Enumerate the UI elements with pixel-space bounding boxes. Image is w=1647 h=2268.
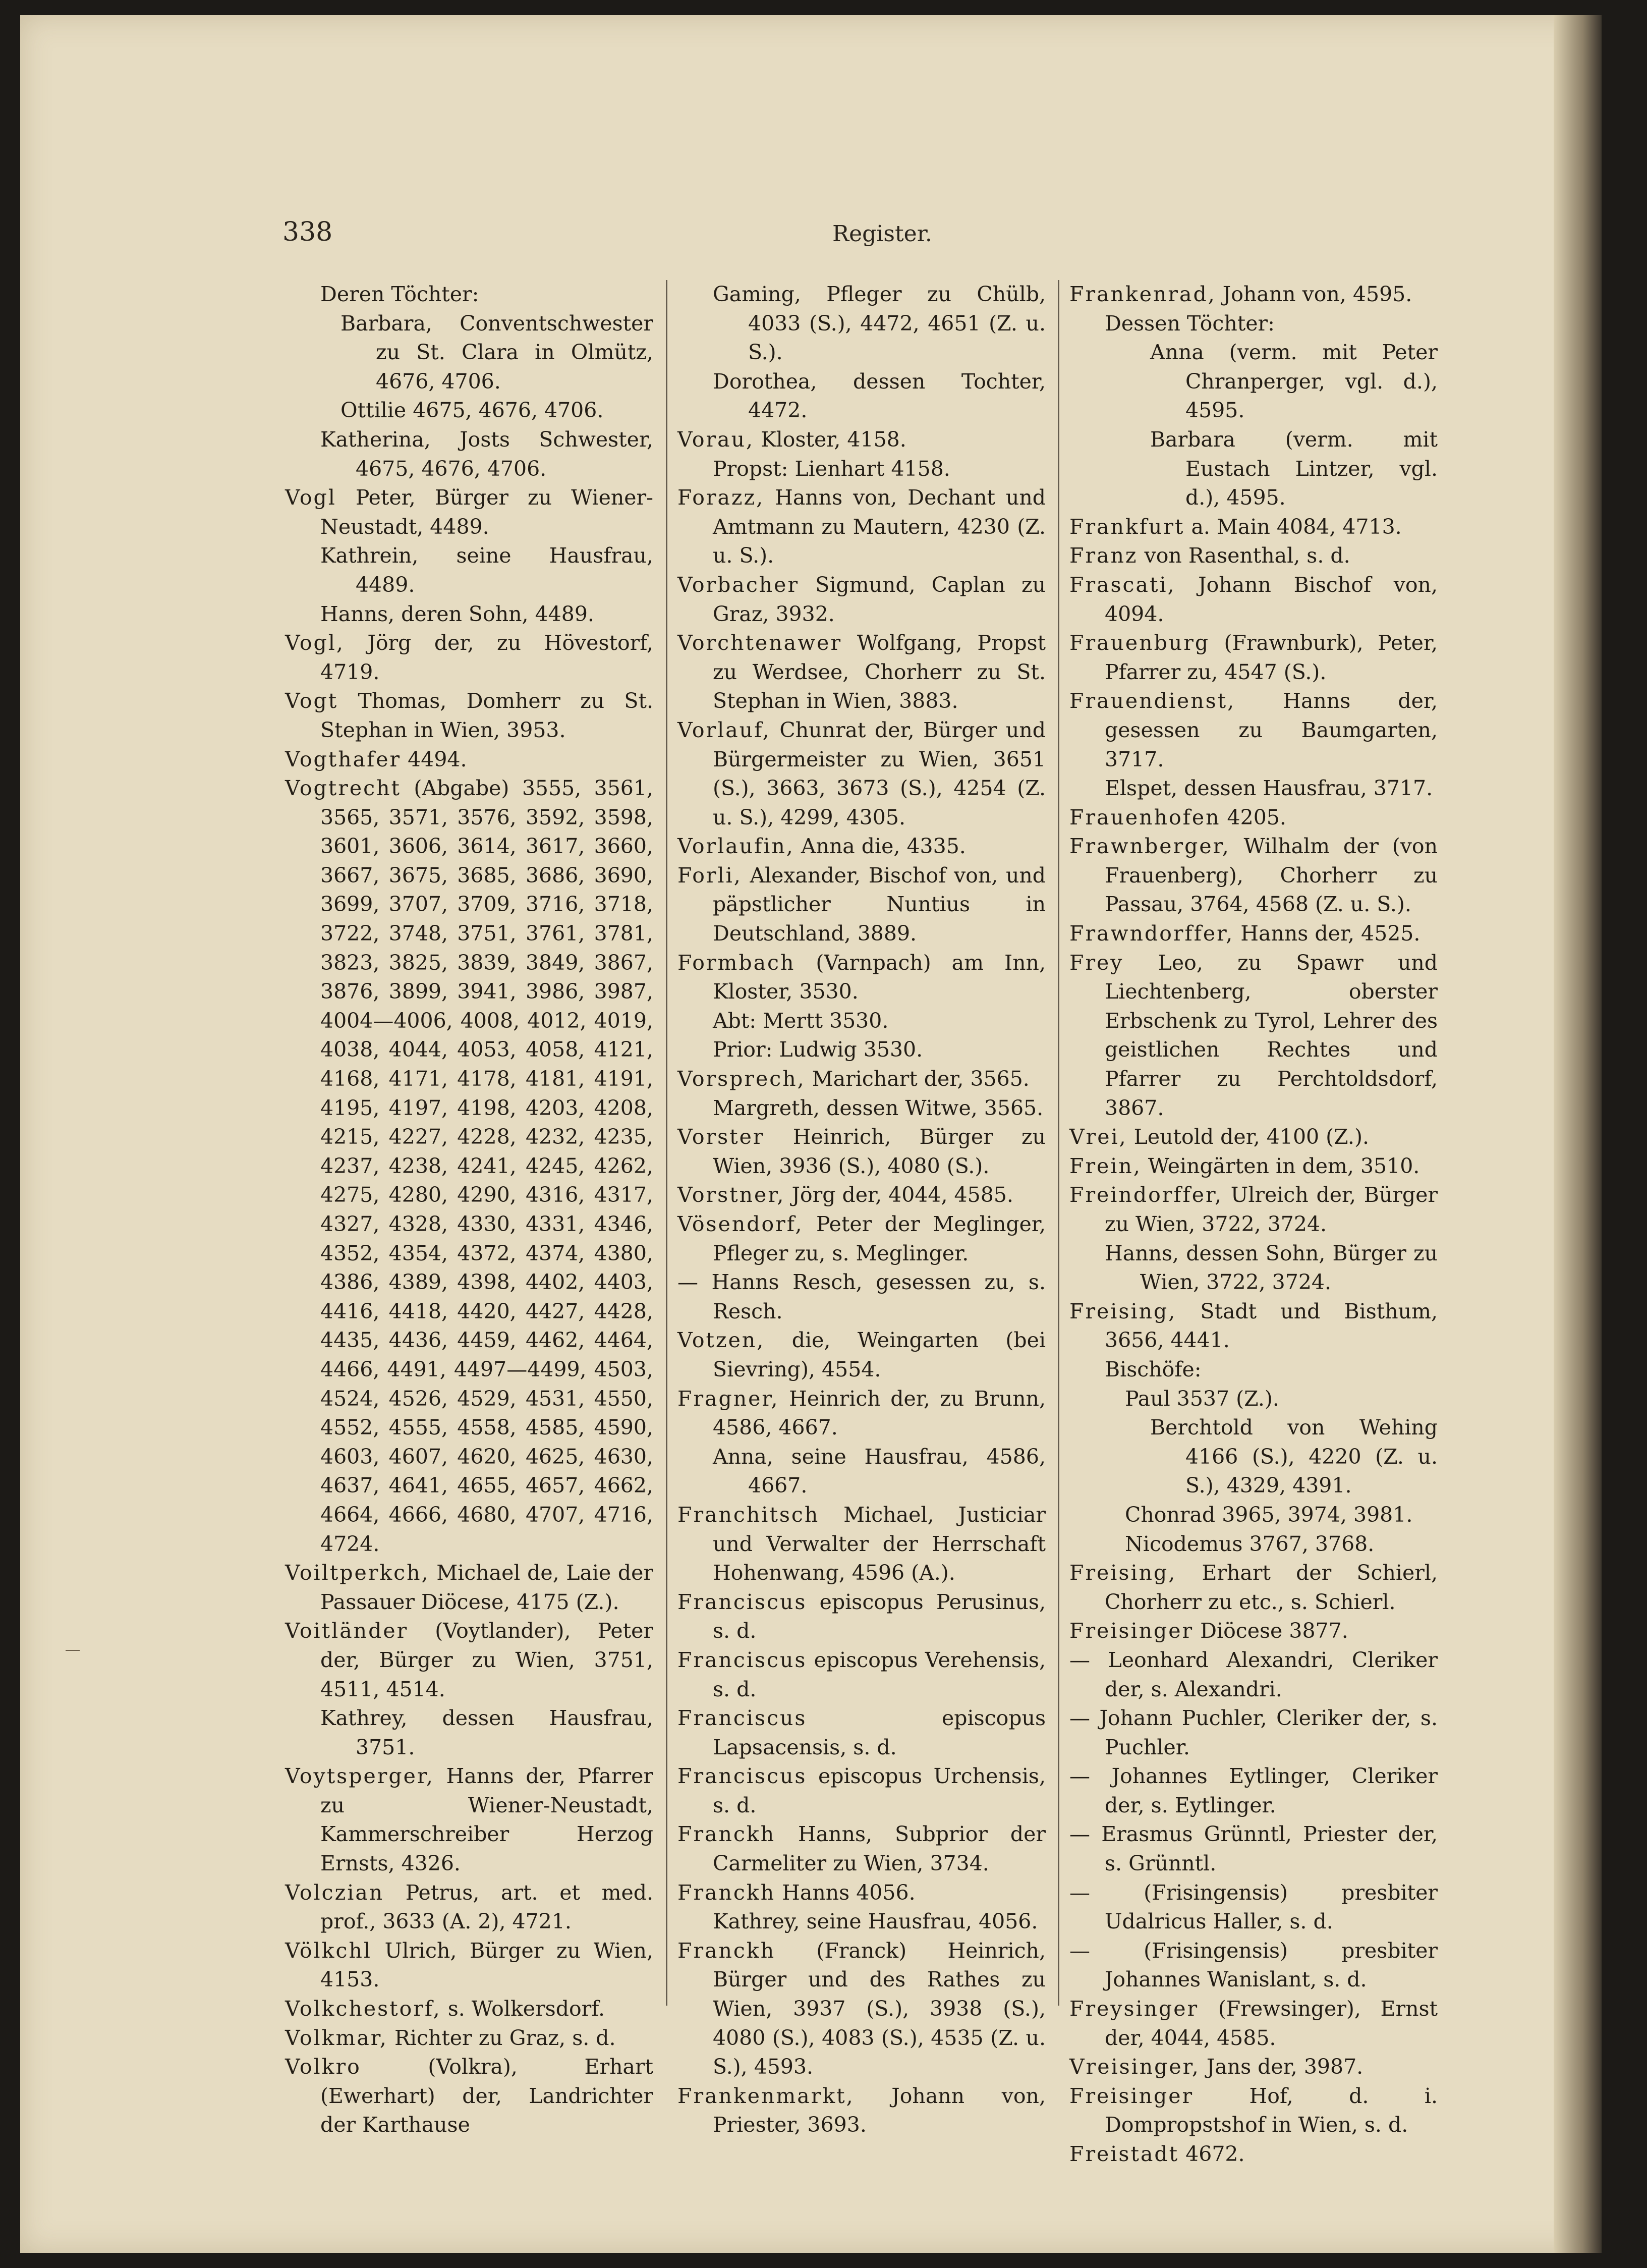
index-entry [677,280,1046,367]
entry-headword: Vorstner, [677,1183,785,1207]
index-entry [285,2024,653,2053]
entry-headword: Freising, [1069,1299,1177,1323]
index-entry [677,1065,1046,1094]
index-entry [285,1617,653,1704]
index-entry [677,629,1046,716]
page-header [20,217,1602,252]
index-entry [1069,919,1438,949]
index-entry [1069,1995,1438,2053]
book-spine [1554,15,1602,2253]
entry-headword: Freindorffer, [1069,1183,1223,1207]
entry-text: — Hanns Resch, gesessen zu, s. Resch. [677,1270,1046,1323]
index-entry [285,541,653,599]
entry-text: Petrus, art. et med. prof., 3633 (A. 2), 4721. [320,1880,653,1934]
index-entry [677,1007,1046,1036]
entry-text: Sigmund, Caplan zu Graz, 3932. [713,572,1046,626]
entry-text: — (Frisingensis) presbiter Johannes Wanislant, s. d. [1069,1938,1438,1992]
entry-text: 4494. [401,747,467,771]
index-entry [1069,1937,1438,1995]
entry-headword: Frascati, [1069,572,1176,597]
entry-text: (Abgabe) 3555, 3561, 3565, 3571, 3576, 3592, 3598, 3601, 3606, 3614, 3617, 3660, 3667, 3675, 3685, 3686, 3690, 3699, 3707, 3709, 3716, 3718, 3722, 3748, 3751, 3761, 3781, 3823, 3825, 3839, 3849, 3867, 3876, 3899, 3941, 3986, 3987, 4004—4006, 4008, 4012, 4019, 4038, 4044, 4053, 4058, 4121, 4168, 4171, 4178, 4181, 4191, 4195, 4197, 4198, 4203, 4208, 4215, 4227, 4228, 4232, 4235, 4237, 4238, 4241, 4245, 4262, 4275, 4280, 4290, 4316, 4317, 4327, 4328, 4330, 4331, 4346, 4352, 4354, 4372, 4374, 4380, 4386, 4389, 4398, 4402, 4403, 4416, 4418, 4420, 4427, 4428, 4435, 4436, 4459, 4462, 4464, 4466, 4491, 4497—4499, 4503, 4524, 4526, 4529, 4531, 4550, 4552, 4555, 4558, 4585, 4590, 4603, 4607, 4620, 4625, 4630, 4637, 4641, 4655, 4657, 4662, 4664, 4666, 4680, 4707, 4716, 4724. [320,776,653,1556]
entry-text: die, Weingarten (bei Sievring), 4554. [713,1328,1046,1381]
index-entry [677,1704,1046,1762]
index-column-1 [285,280,653,2140]
entry-text: Wolfgang, Propst zu Werdsee, Chorherr zu St. Stephan in Wien, 3883. [713,631,1046,713]
entry-text: Jörg der, 4044, 4585. [785,1183,1013,1207]
entry-text: Abt: Mertt 3530. [713,1008,889,1033]
index-entry [1069,629,1438,687]
index-entry [285,1762,653,1878]
index-entry [677,1820,1046,1878]
entry-headword: Vorster [677,1125,765,1149]
entry-headword: Votzen, [677,1328,765,1353]
entry-text: Leutold der, 4100 (Z.). [1127,1125,1369,1149]
entry-headword: Frawndorffer, [1069,921,1234,946]
index-entry [1069,803,1438,833]
entry-headword: Volczian [285,1880,384,1905]
entry-text: Paul 3537 (Z.). [1125,1386,1279,1411]
index-entry [677,1907,1046,1937]
entry-headword: Voiltperkch, [285,1561,430,1585]
index-entry [1069,1646,1438,1704]
entry-headword: Vogl [285,485,336,510]
entry-text: Hof, d. i. Dompropstshof in Wien, s. d. [1105,2083,1438,2137]
entry-headword: Freisinger [1069,1619,1194,1643]
entry-text: episcopus Urchensis, s. d. [713,1764,1046,1817]
index-entry [1069,425,1438,513]
index-entry [677,716,1046,832]
entry-headword: Frauenburg [1069,631,1210,655]
entry-text: Ulreich der, Bürger zu Wien, 3722, 3724. [1105,1183,1438,1236]
index-entry [285,1704,653,1762]
entry-text: episcopus Perusinus, s. d. [713,1589,1046,1643]
index-entry [677,1762,1046,1820]
index-entry [677,949,1046,1007]
index-entry [677,1268,1046,1326]
entry-text: Hanns der, 4525. [1234,921,1421,946]
entry-headword: Vreisinger, [1069,2055,1200,2079]
index-entry [677,571,1046,629]
entry-text: Marichart der, 3565. [805,1067,1030,1091]
index-entry [677,2082,1046,2140]
entry-headword: Fragner, [677,1386,779,1411]
index-entry [1069,949,1438,1123]
index-entry [1069,687,1438,774]
index-entry [677,425,1046,455]
index-entry [677,1588,1046,1646]
entry-text: Hanns der, Pfarrer zu Wiener-Neustadt, Kammerschreiber Herzog Ernsts, 4326. [320,1764,653,1876]
entry-headword: Vogtrecht [285,776,401,801]
entry-text: Prior: Ludwig 3530. [713,1037,923,1062]
index-entry [285,629,653,687]
entry-text: Anna die, 4335. [794,834,966,859]
entry-headword: Freistadt [1069,2142,1179,2166]
entry-text: Michael de, Laie der Passauer Diöcese, 4175 (Z.). [320,1561,653,1614]
entry-text: Dessen Töchter: [1105,311,1275,336]
entry-text: — Johannes Eytlinger, Cleriker der, s. Eytlinger. [1069,1764,1438,1817]
index-entry [1069,309,1438,339]
entry-text: Diöcese 3877. [1194,1619,1348,1643]
index-entry [285,396,653,425]
entry-text: episcopus Verehensis, s. d. [713,1647,1046,1701]
index-column-2 [677,280,1046,2140]
index-entry [1069,1530,1438,1559]
entry-headword: Franckh [677,1938,776,1963]
index-entry [285,309,653,397]
entry-headword: Vorlauf, [677,717,771,742]
entry-text: Kathrey, dessen Hausfrau, 3751. [320,1706,653,1759]
entry-text: Richter zu Graz, s. d. [387,2025,616,2050]
entry-headword: Frawnberger, [1069,834,1230,859]
index-entry [677,861,1046,949]
entry-text: Hanns der, gesessen zu Baumgarten, 3717. [1105,689,1438,771]
entry-text: Hanns, dessen Sohn, Bürger zu Wien, 3722, 3724. [1105,1241,1438,1295]
index-entry [1069,1617,1438,1646]
index-entry [285,280,653,309]
entry-text: (Varnpach) am Inn, Kloster, 3530. [713,950,1046,1004]
entry-text: (Volkra), Erhart (Ewerhart) der, Landrichter der Karthause [320,2055,653,2137]
entry-headword: Freising, [1069,1561,1177,1585]
index-entry [285,483,653,541]
index-entry [1069,2053,1438,2082]
entry-text: Nicodemus 3767, 3768. [1125,1531,1375,1556]
entry-headword: Volkchestorf, [285,1997,441,2021]
entry-headword: Vrei, [1069,1125,1127,1149]
entry-text: Bischöfe: [1105,1357,1202,1381]
entry-text: Anna (verm. mit Peter Chranperger, vgl. d.), 4595. [1150,340,1438,423]
entry-headword: Frauenhofen [1069,805,1221,829]
entry-headword: Frankfurt [1069,514,1185,539]
entry-text: (Franck) Heinrich, Bürger und des Rathes zu Wien, 3937 (S.), 3938 (S.), 4080 (S.), 4083 (S.), 4535 (Z. u. S.), 4593. [713,1938,1046,2079]
entry-text: episcopus Lapsacensis, s. d. [713,1706,1046,1759]
entry-text: (Voytlander), Peter der, Bürger zu Wien, 3751, 4511, 4514. [320,1619,653,1701]
entry-text: Dorothea, dessen Tochter, 4472. [713,369,1046,423]
entry-text: Jörg der, zu Hövestorf, 4719. [320,631,653,684]
entry-text: Hanns 4056. [775,1880,916,1905]
entry-text: Elspet, dessen Hausfrau, 3717. [1105,776,1433,801]
entry-text: (Frewsinger), Ernst der, 4044, 4585. [1105,1997,1438,2050]
entry-headword: Franciscus [677,1589,807,1614]
entry-headword: Vorau, [677,427,755,452]
column-rule [1058,280,1059,2006]
entry-text: Margreth, dessen Witwe, 3565. [713,1095,1044,1120]
entry-text: Barbara, Conventschwester zu St. Clara in Olmütz, 4676, 4706. [340,311,653,394]
index-entry [677,1123,1046,1181]
entry-headword: Forli, [677,863,742,888]
index-entry [677,1210,1046,1268]
entry-text: s. Wolkersdorf. [441,1997,605,2021]
entry-text: — Leonhard Alexandri, Cleriker der, s. Alexandri. [1069,1647,1438,1701]
entry-text: Hanns, Subprior der Carmeliter zu Wien, 3734. [713,1822,1046,1876]
entry-text: Hanns, deren Sohn, 4489. [320,601,594,626]
page-number: 338 [282,217,333,247]
entry-text: Heinrich der, zu Brunn, 4586, 4667. [713,1386,1046,1440]
entry-text: Hanns von, Dechant und Amtmann zu Mautern, 4230 (Z. u. S.). [713,485,1046,568]
entry-headword: Frey [1069,950,1124,975]
entry-text: Alexander, Bischof von, und päpstlicher Nuntius in Deutschland, 3889. [713,863,1046,946]
entry-headword: Vorbacher [677,572,800,597]
entry-headword: Vogt [285,689,338,713]
entry-text: Ulrich, Bürger zu Wien, 4153. [320,1938,653,1992]
index-entry [1069,1297,1438,1355]
index-entry [1069,1181,1438,1239]
entry-headword: Vösendorf, [677,1212,804,1236]
entry-text: Chunrat der, Bürger und Bürgermeister zu Wien, 3651 (S.), 3663, 3673 (S.), 4254 (Z. u. S.), 4299, 4305. [713,717,1046,829]
entry-headword: Franciscus [677,1647,807,1672]
entry-headword: Frein, [1069,1153,1142,1178]
entry-text: Peter der Meglinger, Pfleger zu, s. Meglinger. [713,1212,1046,1265]
entry-text: Jans der, 3987. [1200,2055,1364,2079]
index-entry [1069,832,1438,919]
index-entry [677,1501,1046,1588]
index-entry [1069,571,1438,629]
index-entry [677,1035,1046,1065]
entry-headword: Forazz, [677,485,765,510]
entry-text: Katherina, Josts Schwester, 4675, 4676, 4706. [320,427,653,481]
index-entry [1069,280,1438,309]
entry-headword: Vogthafer [285,747,402,771]
index-entry [677,483,1046,571]
entry-text: Deren Töchter: [320,282,479,306]
index-entry [1069,1762,1438,1820]
index-entry [1069,774,1438,803]
entry-text: Kloster, 4158. [754,427,906,452]
entry-text: Kathrey, seine Hausfrau, 4056. [713,1909,1038,1934]
entry-text: Thomas, Domherr zu St. Stephan in Wien, 3953. [320,689,653,742]
index-entry [1069,2140,1438,2169]
index-entry [1069,1704,1438,1762]
index-column-3 [1069,280,1438,2169]
entry-headword: Voytsperger, [285,1764,434,1789]
entry-text: Weingärten in dem, 3510. [1141,1153,1420,1178]
index-entry [677,1443,1046,1501]
entry-text: von Rasenthal, s. d. [1138,543,1350,568]
index-entry [1069,1385,1438,1414]
entry-text: Gaming, Pfleger zu Chülb, 4033 (S.), 4472, 4651 (Z. u. S.). [713,282,1046,365]
entry-text: Chonrad 3965, 3974, 3981. [1125,1502,1413,1527]
index-entry [677,1646,1046,1704]
entry-headword: Franciscus [677,1706,807,1731]
entry-text: Wilhalm der (von Frauenberg), Chorherr zu Passau, 3764, 4568 (Z. u. S.). [1105,834,1438,917]
running-title: Register. [832,221,932,247]
entry-text: (Frawnburk), Peter, Pfarrer zu, 4547 (S.). [1105,631,1438,684]
index-entry [285,1937,653,1995]
index-entry [1069,1413,1438,1501]
entry-text: Erhart der Schierl, Chorherr zu etc., s. Schierl. [1105,1561,1438,1614]
entry-text: 4672. [1179,2142,1245,2166]
entry-text: Anna, seine Hausfrau, 4586, 4667. [713,1444,1046,1498]
entry-text: Heinrich, Bürger zu Wien, 3936 (S.), 4080 (S.). [713,1125,1046,1178]
index-entry [677,1878,1046,1908]
index-entry [1069,1878,1438,1937]
index-entry [1069,541,1438,571]
entry-text: — Johann Puchler, Cleriker der, s. Puchler. [1069,1706,1438,1759]
entry-headword: Franciscus [677,1764,807,1789]
index-entry [1069,1559,1438,1617]
entry-headword: Völkchl [285,1938,372,1963]
margin-mark [66,1650,80,1651]
index-entry [285,600,653,629]
entry-text: a. Main 4084, 4713. [1184,514,1402,539]
entry-headword: Volkmar, [285,2025,388,2050]
index-entry [1069,1239,1438,1297]
entry-headword: Freisinger [1069,2083,1194,2108]
index-entry [677,1094,1046,1123]
index-entry [285,1995,653,2024]
index-entry [285,425,653,483]
entry-headword: Frankenmarkt, [677,2083,855,2108]
entry-headword: Vorsprech, [677,1067,806,1091]
entry-text: Propst: Lienhart 4158. [713,456,950,481]
entry-text: Peter, Bürger zu Wiener-Neustadt, 4489. [320,485,653,539]
index-entry [1069,513,1438,542]
entry-text: Johann Bischof von, 4094. [1105,572,1438,626]
entry-text: Stadt und Bisthum, 3656, 4441. [1105,1299,1438,1353]
index-entry [677,455,1046,484]
entry-headword: Franckh [677,1822,776,1847]
entry-text: Leo, zu Spawr und Liechtenberg, oberster Erbschenk zu Tyrol, Lehrer des geistlichen Rechtes und Pfarrer zu Perchtoldsdorf, 3867. [1105,950,1438,1120]
entry-text: — (Frisingensis) presbiter Udalricus Haller, s. d. [1069,1880,1438,1934]
entry-text: Michael, Justiciar und Verwalter der Herrschaft Hohenwang, 4596 (A.). [713,1502,1046,1585]
book-page [20,15,1602,2253]
index-entry [285,687,653,745]
entry-headword: Freysinger [1069,1997,1199,2021]
index-entry [677,1937,1046,2082]
index-entry [285,1559,653,1617]
index-entry [677,832,1046,861]
entry-headword: Frankenrad, [1069,282,1216,306]
entry-headword: Vogl, [285,631,345,655]
entry-headword: Franckh [677,1880,776,1905]
entry-headword: Frauendienst, [1069,689,1236,713]
index-entry [1069,1820,1438,1878]
entry-text: Barbara (verm. mit Eustach Lintzer, vgl. d.), 4595. [1150,427,1438,510]
column-rule [666,280,667,2006]
index-entry [1069,1123,1438,1152]
entry-headword: Franz [1069,543,1138,568]
entry-text: — Erasmus Grünntl, Priester der, s. Grünntl. [1069,1822,1438,1876]
entry-headword: Vorchtenawer [677,631,842,655]
index-entry [1069,1501,1438,1530]
entry-text: Johann von, 4595. [1216,282,1412,306]
index-entry [285,2053,653,2140]
entry-text: 4205. [1220,805,1286,829]
entry-headword: Volkro [285,2055,361,2079]
index-entry [1069,1355,1438,1385]
index-entry [285,1878,653,1937]
entry-text: Kathrein, seine Hausfrau, 4489. [320,543,653,597]
entry-headword: Vorlaufin, [677,834,794,859]
index-entry [285,774,653,1559]
index-entry [1069,338,1438,425]
index-entry [677,367,1046,425]
index-entry [677,1181,1046,1210]
entry-headword: Formbach [677,950,796,975]
entry-headword: Voitländer [285,1619,409,1643]
entry-text: Ottilie 4675, 4676, 4706. [340,398,604,423]
index-entry [677,1385,1046,1443]
entry-text: Berchtold von Wehing 4166 (S.), 4220 (Z. u. S.), 4329, 4391. [1150,1415,1438,1498]
index-entry [285,745,653,775]
index-entry [1069,2082,1438,2140]
entry-headword: Franchitsch [677,1502,820,1527]
index-entry [677,1326,1046,1384]
entry-text: Johann von, Priester, 3693. [713,2083,1046,2137]
index-entry [1069,1152,1438,1181]
